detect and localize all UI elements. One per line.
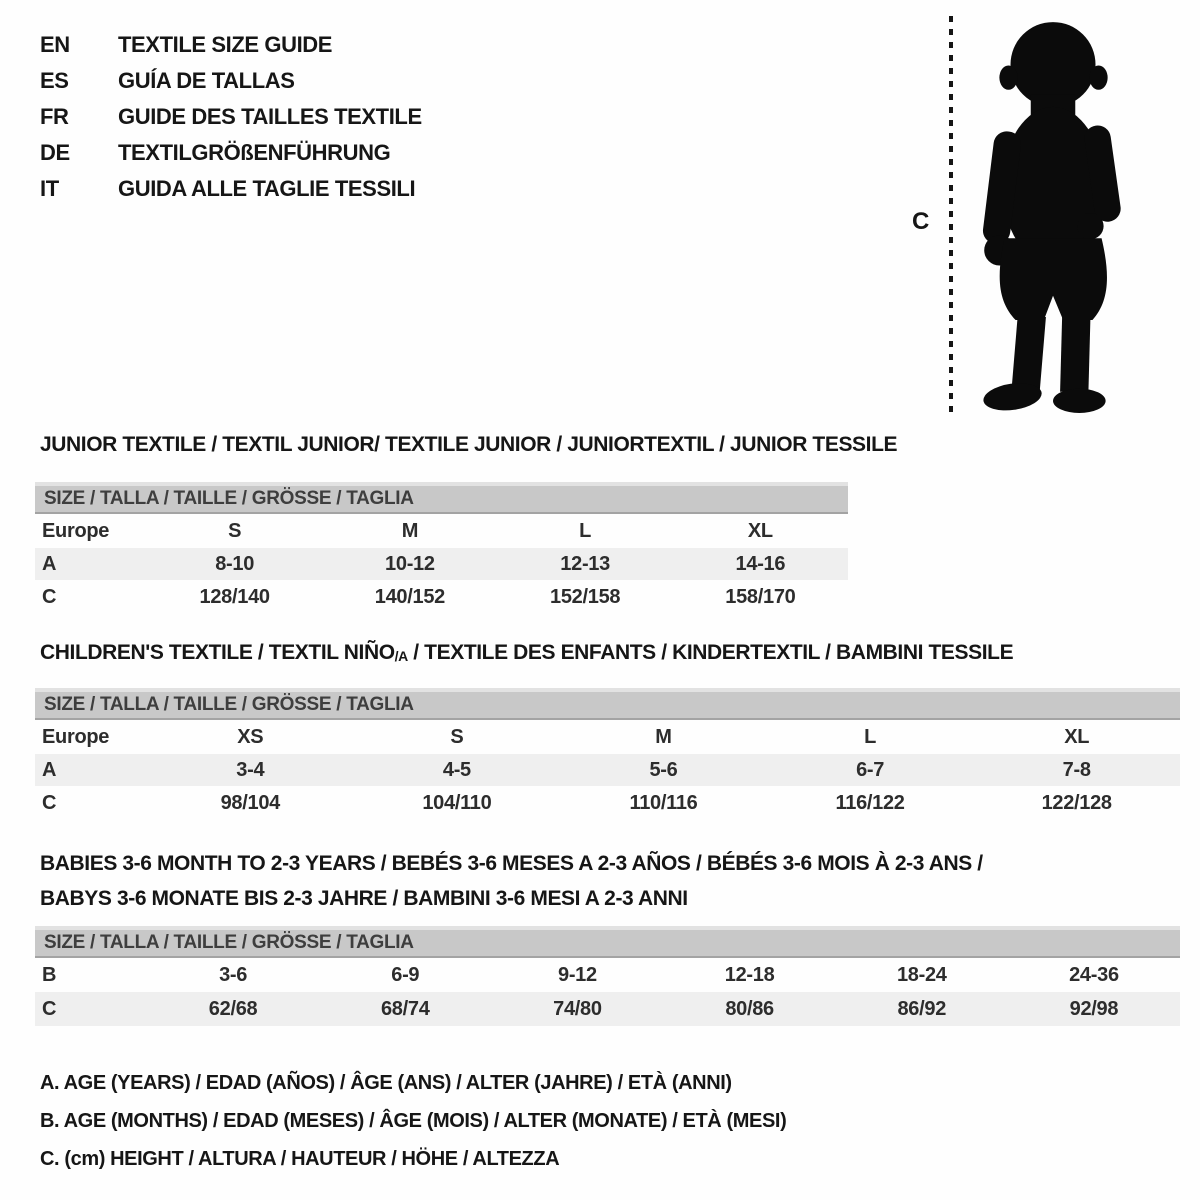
language-title: TEXTILGRÖßENFÜHRUNG: [118, 140, 391, 165]
table-row-height: [35, 580, 848, 614]
row-label: C: [42, 791, 57, 814]
height-cell: 128/140: [199, 585, 270, 608]
size-cell: XL: [747, 519, 773, 542]
babies-section-title: [40, 846, 983, 916]
months-cell: 9-12: [558, 963, 597, 986]
height-cell: 86/92: [897, 997, 947, 1020]
measure-label-c: C: [912, 208, 930, 235]
size-cell: M: [401, 519, 419, 542]
children-table-size-header: SIZE / TALLA / TAILLE / GRÖSSE / TAGLIA: [35, 688, 1180, 720]
language-code: EN: [40, 32, 70, 57]
language-code: FR: [40, 104, 69, 129]
row-label: C: [42, 997, 57, 1020]
legend-line-b: B. AGE (MONTHS) / EDAD (MESES) / ÂGE (MOIS) / ALTER (MONATE) / ETÀ (MESI): [40, 1110, 787, 1132]
language-row-it: [40, 171, 422, 207]
language-title: GUIDA ALLE TAGLIE TESSILI: [118, 176, 416, 201]
height-cell: 158/170: [725, 585, 796, 608]
language-title: GUÍA DE TALLAS: [118, 68, 295, 93]
table-row-age: [35, 754, 1180, 786]
height-cell: 104/110: [422, 791, 492, 814]
babies-title-line2: BABYS 3-6 MONATE BIS 2-3 JAHRE / BAMBINI 3-6 MESI A 2-3 ANNI: [40, 887, 688, 910]
height-cell: 152/158: [550, 585, 621, 608]
toddler-silhouette-image: [966, 14, 1138, 418]
language-row-fr: [40, 99, 422, 135]
language-title: TEXTILE SIZE GUIDE: [118, 32, 333, 57]
language-title: GUIDE DES TAILLES TEXTILE: [118, 104, 422, 129]
title-subscript: /A: [394, 648, 408, 664]
height-cell: 122/128: [1041, 791, 1112, 814]
babies-table-size-header: SIZE / TALLA / TAILLE / GRÖSSE / TAGLIA: [35, 926, 1180, 958]
row-label: A: [42, 552, 57, 575]
language-row-es: [40, 63, 422, 99]
age-cell: 3-4: [236, 758, 265, 781]
language-code: ES: [40, 68, 69, 93]
junior-size-table: [35, 482, 848, 614]
height-cell: 68/74: [380, 997, 430, 1020]
row-label: B: [42, 963, 57, 986]
age-cell: 8-10: [215, 552, 255, 575]
height-cell: 98/104: [220, 791, 280, 814]
babies-size-table: [35, 926, 1180, 1026]
size-cell: L: [579, 519, 592, 542]
table-row-height: [35, 786, 1180, 820]
height-measure-dashed-line: [948, 16, 954, 416]
legend-line-c: C. (cm) HEIGHT / ALTURA / HAUTEUR / HÖHE / ALTEZZA: [40, 1148, 560, 1170]
size-cell: S: [450, 725, 464, 748]
junior-table-size-header: SIZE / TALLA / TAILLE / GRÖSSE / TAGLIA: [35, 482, 848, 514]
height-cell: 80/86: [725, 997, 774, 1020]
language-row-en: [40, 27, 422, 63]
age-cell: 12-13: [560, 552, 610, 575]
height-cell: 140/152: [374, 585, 445, 608]
size-cell: XS: [237, 725, 264, 748]
children-size-table: [35, 688, 1180, 820]
size-cell: XL: [1064, 725, 1090, 748]
language-code: DE: [40, 140, 70, 165]
months-cell: 3-6: [219, 963, 248, 986]
row-label: C: [42, 585, 57, 608]
table-row-europe: [35, 514, 848, 548]
age-cell: 4-5: [442, 758, 471, 781]
table-row-age: [35, 548, 848, 580]
height-cell: 116/122: [835, 791, 905, 814]
junior-section-title: JUNIOR TEXTILE / TEXTIL JUNIOR/ TEXTILE JUNIOR / JUNIORTEXTIL / JUNIOR TESSILE: [40, 433, 898, 456]
children-section-title: CHILDREN'S TEXTILE / TEXTIL NIÑO/A / TEXTILE DES ENFANTS / KINDERTEXTIL / BAMBINI TESSILE: [40, 641, 1014, 664]
height-cell: 74/80: [553, 997, 602, 1020]
age-cell: 10-12: [385, 552, 435, 575]
row-label: Europe: [42, 519, 110, 542]
age-cell: 7-8: [1062, 758, 1091, 781]
size-cell: M: [655, 725, 672, 748]
age-cell: 6-7: [856, 758, 885, 781]
height-cell: 92/98: [1069, 997, 1119, 1020]
size-cell: L: [864, 725, 877, 748]
language-header-block: [40, 27, 422, 207]
months-cell: 18-24: [896, 963, 947, 986]
babies-title-line1: BABIES 3-6 MONTH TO 2-3 YEARS / BEBÉS 3-6 MESES A 2-3 AÑOS / BÉBÉS 3-6 MOIS À 2-3 ANS /: [40, 852, 983, 875]
months-cell: 24-36: [1069, 963, 1119, 986]
table-row-months: [35, 958, 1180, 992]
age-cell: 14-16: [735, 552, 786, 575]
age-cell: 5-6: [649, 758, 678, 781]
legend-block: [40, 1064, 786, 1178]
row-label: A: [42, 758, 57, 781]
months-cell: 12-18: [724, 963, 775, 986]
language-row-de: [40, 135, 422, 171]
legend-line-a: A. AGE (YEARS) / EDAD (AÑOS) / ÂGE (ANS) / ALTER (JAHRE) / ETÀ (ANNI): [40, 1072, 732, 1094]
months-cell: 6-9: [391, 963, 420, 986]
height-cell: 110/116: [629, 791, 698, 814]
height-cell: 62/68: [208, 997, 258, 1020]
table-row-height: [35, 992, 1180, 1026]
table-row-europe: [35, 720, 1180, 754]
size-cell: S: [228, 519, 242, 542]
row-label: Europe: [42, 725, 110, 748]
language-code: IT: [40, 176, 59, 201]
